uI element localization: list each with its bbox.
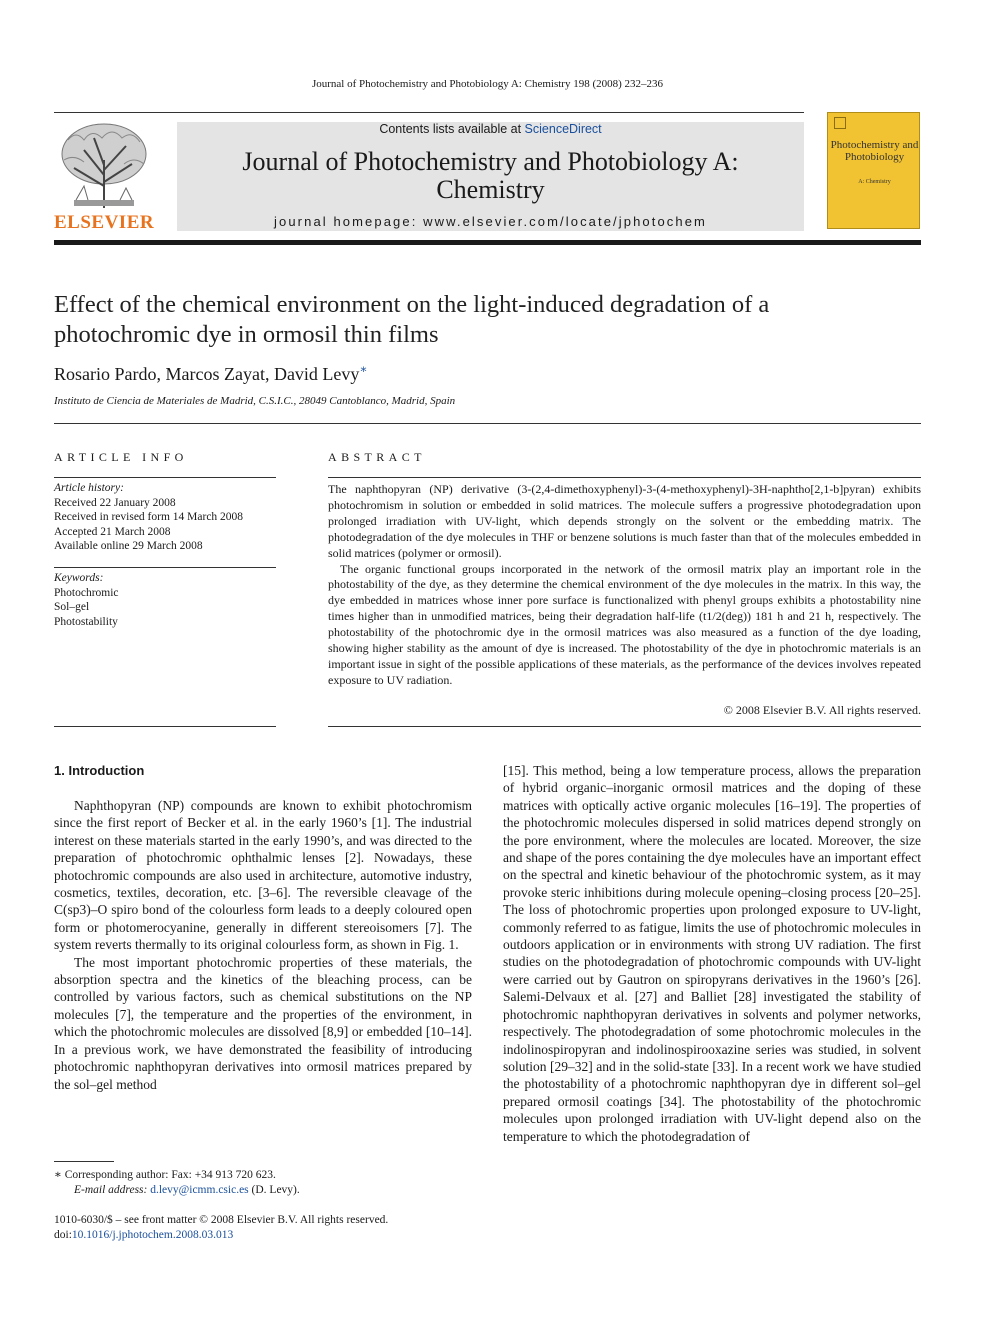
- footnote-rule: [54, 1161, 114, 1162]
- corresponding-author-note: ∗ Corresponding author: Fax: +34 913 720 623.: [54, 1169, 276, 1181]
- abstract-body: [328, 482, 921, 689]
- email-suffix: (D. Levy).: [248, 1184, 300, 1196]
- cover-logo-icon: [834, 117, 846, 129]
- keywords: [54, 571, 119, 629]
- doi-line: [54, 1228, 388, 1243]
- article-title-line1: Effect of the chemical environment on the light-induced degradation of a: [54, 291, 770, 318]
- history-accepted: Accepted 21 March 2008: [54, 525, 171, 538]
- article-info-heading: ARTICLE INFO: [54, 450, 188, 464]
- doi-prefix: doi:: [54, 1229, 72, 1241]
- body-paragraph: [15]. This method, being a low temperature process, allows the preparation of hybrid organic–inorganic ormosil matrices and the doping of these matrices with optically active organic molecules [16–19]. The properties of the photochromic molecules dispersed in solid matrices depend strongly on the pore environment, where the molecules are located. Moreover, the size and shape of the pores containing the dye molecules have an important effect on the spectral and kinetic behaviour of the photochromic system, as it may provoke steric inhibitions during molecule opening–closing process [20–25]. The loss of photochromic properties upon prolonged exposure to UV-light, commonly referred to as fatigue, limits the use of photochromic molecules in outdoors application or in environments with strong UV radiation. The first studies on the photodegradation of photochromic compounds with UV-light were carried out by Gautron on spiropyrans derivatives in the 1960’s [26]. Salemi-Delvaux et al. [27] and Balliet [28] investigated the stability of photochromic naphthopyran derivatives in solvents and polymer networks, respectively. The photodegradation of some photochromic molecules in the indolinospiropyran and indolinospirooxazine series was studied, in solvent solution [29–32] and in the solid-state [33]. In a recent work we have studied the photostability of a photochromic naphthopyran dye in different sol–gel prepared ormosil coatings [34]. The photostability of the photochromic molecules upon prolonged irradiation with UV-light depend also on the temperature to which the photodegradation of: [503, 763, 921, 1144]
- authors: Rosario Pardo, Marcos Zayat, David Levy: [54, 364, 360, 384]
- copyright-notice: © 2008 Elsevier B.V. All rights reserved.: [723, 703, 921, 717]
- body-paragraph: The most important photochromic properties of these materials, the absorption spectra and the kinetics of the bleaching process, can be controlled by various factors, such as chemical substitutions on the NP molecules [7], the temperature and the properties of the environment, in which the photochromic molecules are dissolved [8,9] or embedded [10–14]. In a previous work, we have demonstrated the feasibility of introducing photochromic naphthopyran derivatives into ormosil matrices prepared by the sol–gel method: [54, 954, 472, 1092]
- abstract-paragraph: The naphthopyran (NP) derivative (3-(2,4-dimethoxyphenyl)-3-(4-methoxyphenyl)-3H-naphtho[2,1-b]pyran) exhibits photochromism in solution or embedded in solid matrices. The molecule suffers a progressive photodegradation upon prolonged irradiation with UV-light, which depends strongly on the solvent or the embedding matrix. The photodegradation of the dye molecules in THF or benzene solutions is much faster than that of the molecules embedded in solid matrices (polymer or ormosil).: [328, 482, 921, 560]
- front-matter: [54, 1213, 388, 1243]
- keywords-label: Keywords:: [54, 572, 104, 584]
- journal-title: [177, 148, 804, 204]
- keyword: Photostability: [54, 615, 118, 628]
- email-link[interactable]: d.levy@icmm.csic.es: [150, 1184, 249, 1196]
- author-list: [54, 362, 368, 385]
- cover-title: Photochemistry and Photobiology: [830, 139, 919, 163]
- issn-line: 1010-6030/$ – see front matter © 2008 Elsevier B.V. All rights reserved.: [54, 1214, 389, 1226]
- doi-link[interactable]: 10.1016/j.jphotochem.2008.03.013: [71, 1229, 234, 1241]
- history-online: Available online 29 March 2008: [54, 540, 203, 553]
- meta-divider: [54, 423, 921, 424]
- history-received: Received 22 January 2008: [54, 496, 176, 509]
- journal-title-line1: Journal of Photochemistry and Photobiology A:: [242, 147, 739, 176]
- article-info-rule: [54, 477, 276, 478]
- journal-cover-thumbnail: [827, 112, 920, 229]
- body-column-left: [54, 797, 472, 1093]
- journal-homepage-link[interactable]: journal homepage: www.elsevier.com/locate/jphotochem: [274, 214, 707, 229]
- abstract-heading: ABSTRACT: [328, 450, 426, 464]
- article-history: [54, 481, 243, 554]
- contents-prefix: Contents lists available at: [379, 122, 525, 136]
- body-column-right: [503, 762, 921, 1145]
- article-title: [54, 290, 934, 350]
- elsevier-wordmark: ELSEVIER: [54, 212, 155, 233]
- abstract-paragraph: The organic functional groups incorporated in the network of the ormosil matrix play an important role in the photostability of the dye, as they determine the chemical environment of the dye molecules in the matrix. In this way, the dye embedded in matrices whose inner pore surface is functionalized with phenyl groups exhibits a photostability nine times higher than in unmodified matrices, being their degradation half-life (t1/2(deg)) 181 h and 21 h, respectively. The photostability of the photochromic dye in the ormosil matrices was also measured as a function of the dye loading, showing higher stability as the amount of dye is increased. The photostability of the dye in photochromic materials is an important issue in sight of the possible applications of these materials, as the performance of the devices involves repeated exposure to UV radiation.: [328, 561, 921, 687]
- header-divider: [54, 112, 804, 113]
- keyword: Photochromic: [54, 586, 119, 599]
- article-info-end-rule: [54, 726, 276, 727]
- body-paragraph: Naphthopyran (NP) compounds are known to exhibit photochromism since the first report of Becker et al. in the early 1960’s [1]. The industrial interest on these materials started in the early 1990’s, and was directed to the preparation of photochromic ophthalmic lenses [2]. Nowadays, these photochromic compounds are also used in architecture, automotive industry, cosmetics, textiles, decoration, etc. [3–6]. The reversible cleavage of the C(sp3)–O spiro bond of the colourless form leads to a deeply coloured open form or photomerocyanine, generally in different stereoisomers [7]. The system reverts thermally to its original colourless form, as shown in Fig. 1.: [54, 798, 472, 953]
- email-label: E-mail address:: [74, 1184, 151, 1196]
- abstract-end-rule: [328, 726, 921, 727]
- running-head: Journal of Photochemistry and Photobiology A: Chemistry 198 (2008) 232–236: [311, 78, 664, 90]
- history-label: Article history:: [54, 482, 124, 494]
- history-revised: Received in revised form 14 March 2008: [54, 511, 244, 524]
- cover-subtitle: A: Chemistry: [858, 179, 891, 185]
- journal-title-line2: Chemistry: [436, 175, 545, 204]
- footnote: [54, 1168, 300, 1198]
- article-title-line2: photochromic dye in ormosil thin films: [54, 321, 439, 348]
- abstract-rule: [328, 477, 921, 478]
- email-note: [54, 1183, 300, 1198]
- section-heading: 1. Introduction: [54, 763, 145, 778]
- sciencedirect-link[interactable]: ScienceDirect: [524, 122, 602, 136]
- keywords-rule: [54, 567, 276, 568]
- keyword: Sol–gel: [54, 601, 90, 614]
- contents-availability: [177, 122, 804, 136]
- affiliation: Instituto de Ciencia de Materiales de Madrid, C.S.I.C., 28049 Cantoblanco, Madrid, Spain: [54, 395, 456, 407]
- corresponding-author-mark[interactable]: ∗: [359, 362, 368, 376]
- masthead-rule: [54, 240, 921, 245]
